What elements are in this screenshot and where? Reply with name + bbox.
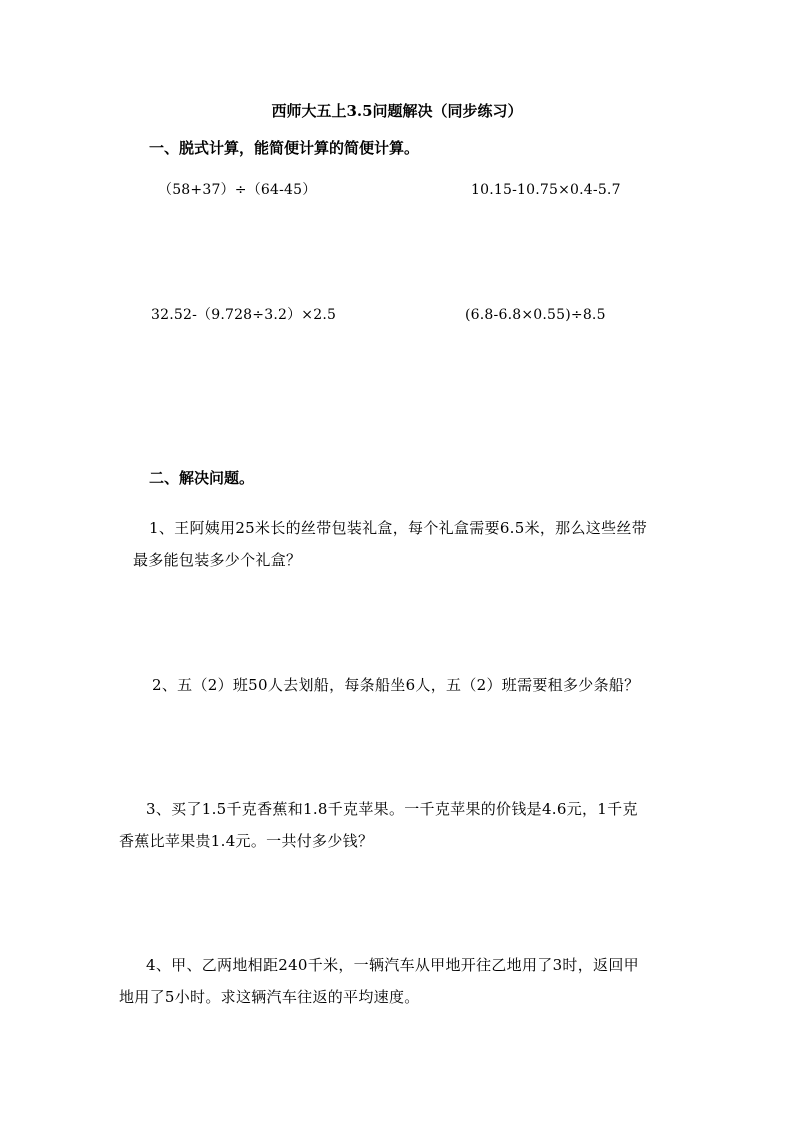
expression-2: 10.15-10.75×0.4-5.7 — [471, 182, 621, 198]
problem-1-line-1: 1、王阿姨用25米长的丝带包装礼盒，每个礼盒需要6.5米，那么这些丝带 — [149, 519, 647, 537]
problem-4-line-2: 地用了5小时。求这辆汽车往返的平均速度。 — [119, 988, 420, 1006]
section-2-heading: 二、解决问题。 — [149, 469, 255, 487]
problem-3-line-1: 3、买了1.5千克香蕉和1.8千克苹果。一千克苹果的价钱是4.6元，1千克 — [146, 800, 638, 818]
problem-1-line-2: 最多能包装多少个礼盒？ — [133, 551, 302, 569]
section-1-heading: 一、脱式计算，能简便计算的简便计算。 — [149, 139, 420, 157]
expression-1: （58+37）÷（64-45） — [158, 182, 317, 198]
page-title: 西师大五上3.5问题解决（同步练习） — [271, 102, 523, 120]
problem-4-line-1: 4、甲、乙两地相距240千米，一辆汽车从甲地开往乙地用了3时，返回甲 — [146, 956, 639, 974]
expression-3: 32.52-（9.728÷3.2）×2.5 — [151, 307, 337, 323]
problem-2-line-1: 2、五（2）班50人去划船，每条船坐6人，五（2）班需要租多少条船？ — [152, 676, 640, 694]
problem-3-line-2: 香蕉比苹果贵1.4元。一共付多少钱？ — [119, 832, 374, 850]
expression-4: (6.8-6.8×0.55)÷8.5 — [465, 307, 606, 323]
